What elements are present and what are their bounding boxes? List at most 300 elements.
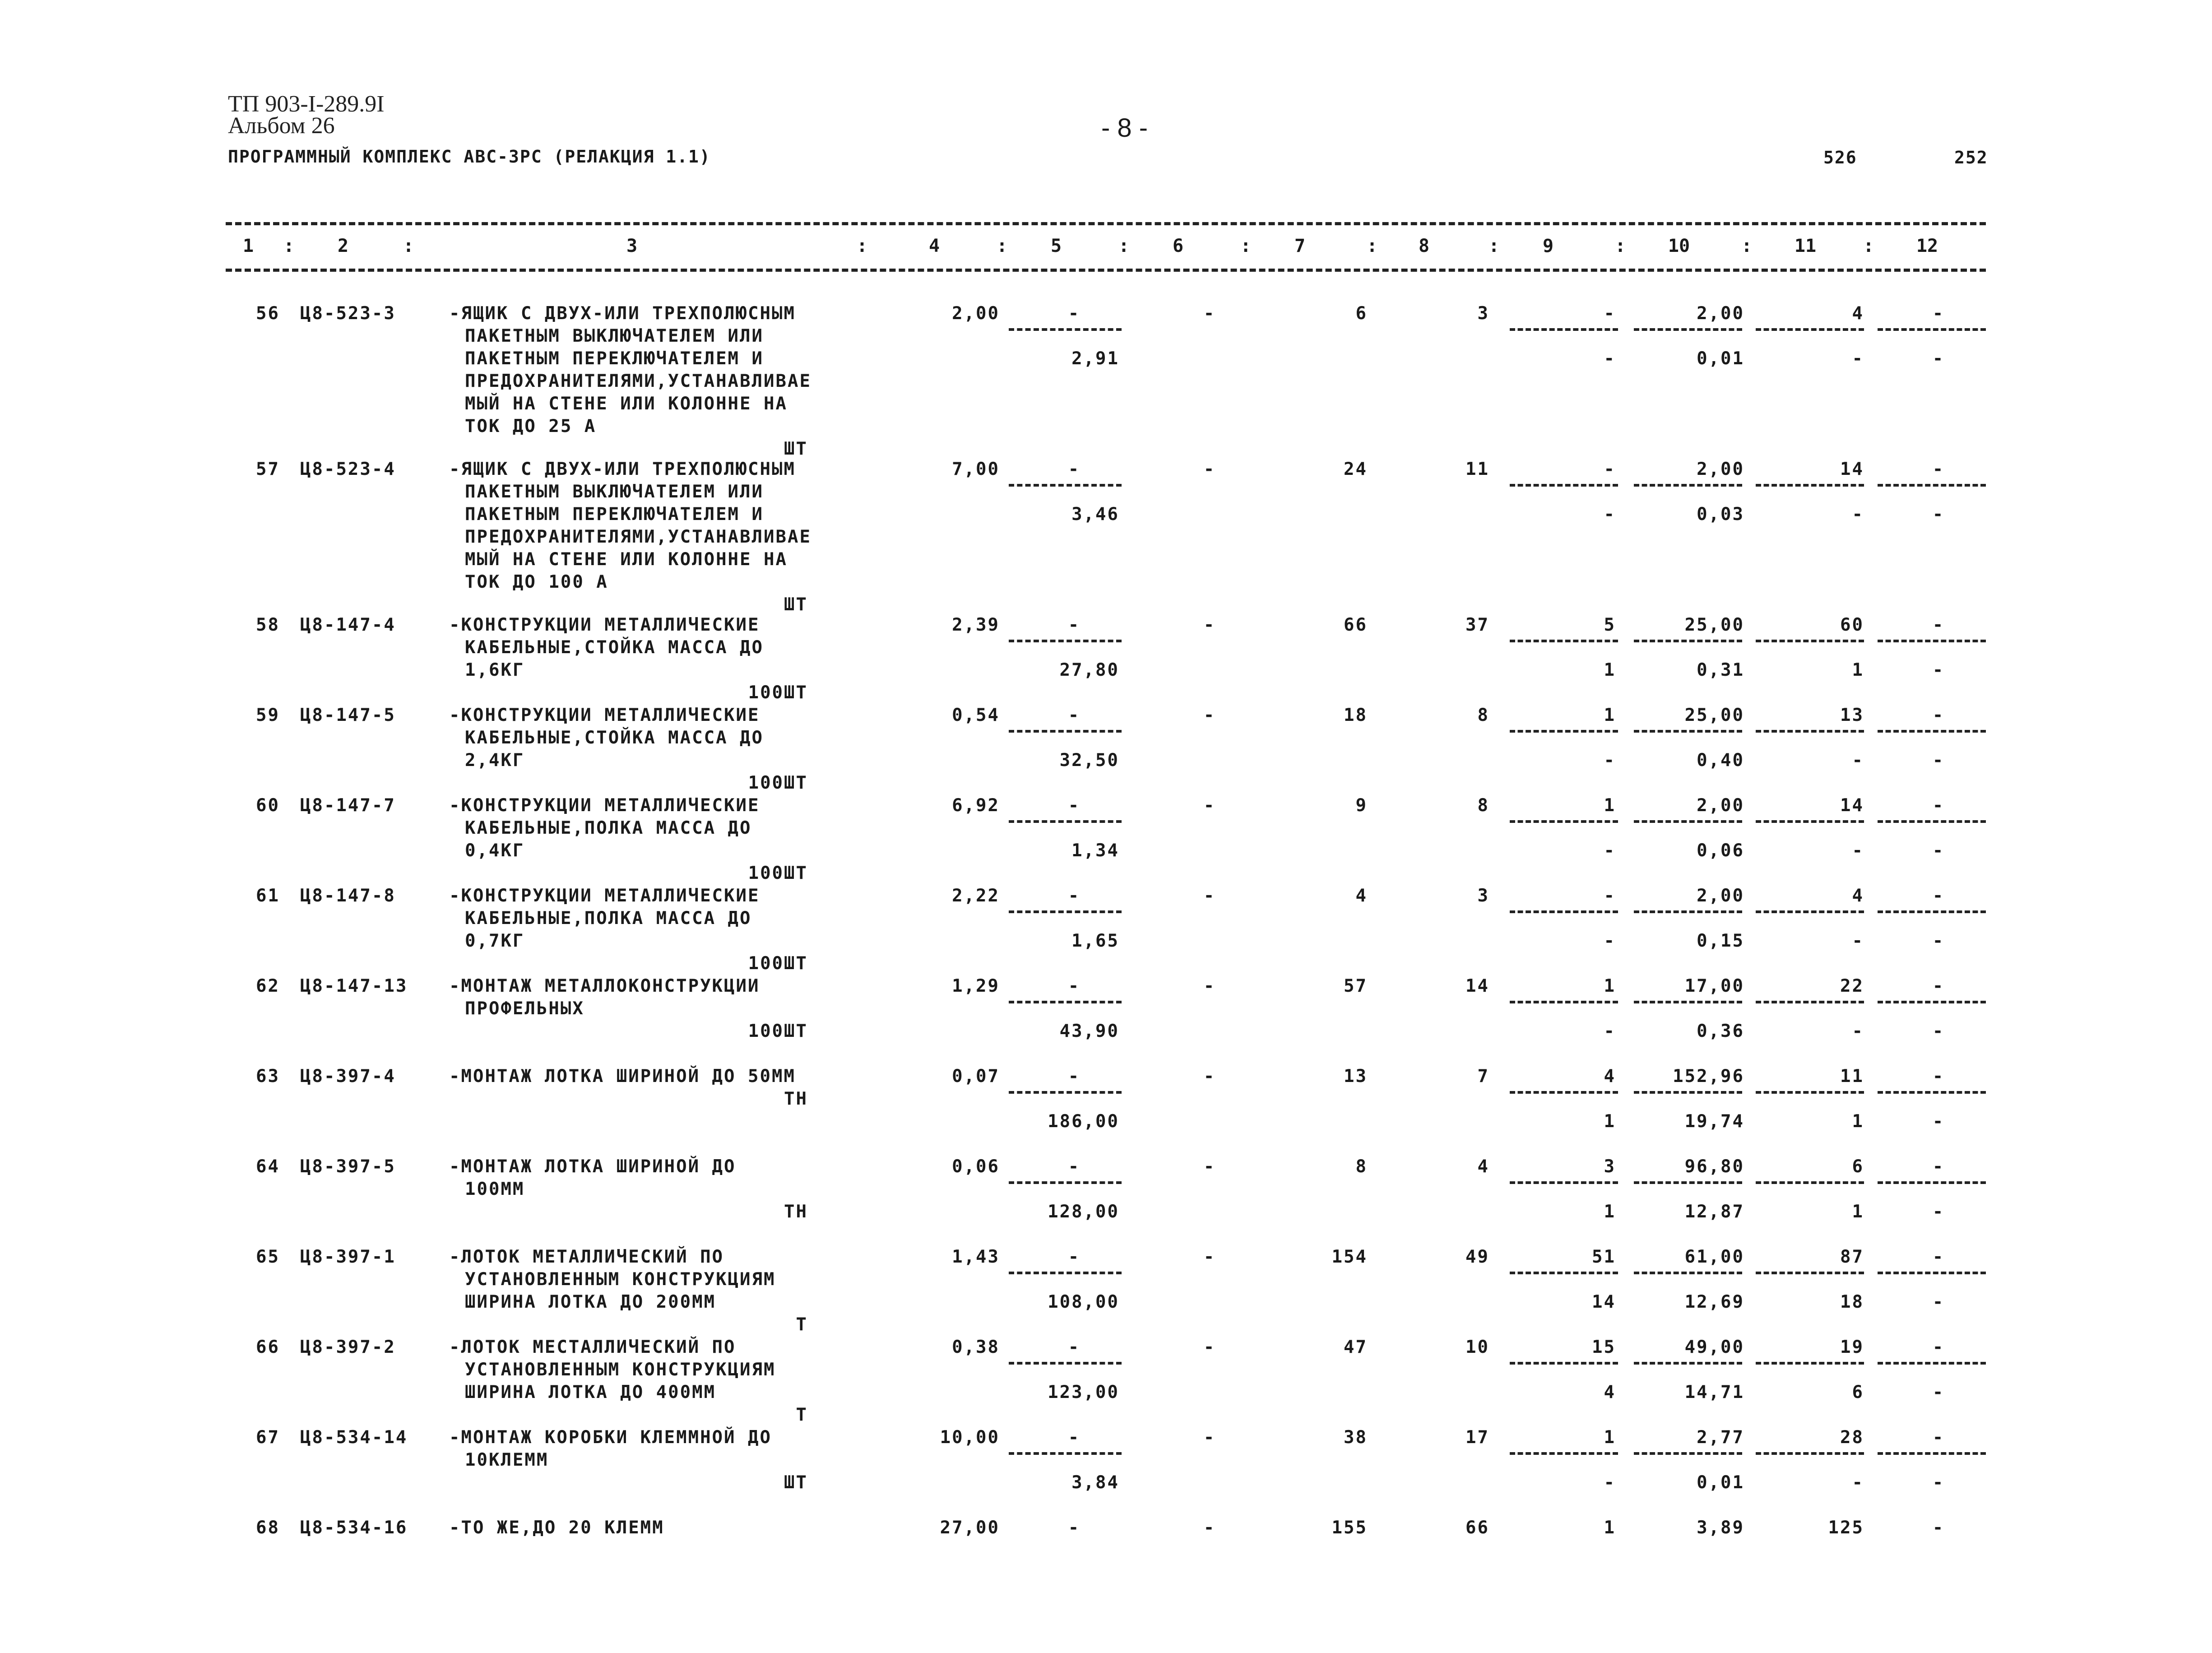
sheet-number-left: 526 — [1823, 148, 1857, 167]
cell-c9-lower: 1 — [1604, 1202, 1616, 1222]
cell-c5: - — [1068, 615, 1080, 635]
header-rule-bottom — [226, 269, 1986, 272]
cell-c10: 17,00 — [1684, 976, 1744, 996]
divider-col12 — [1878, 1091, 1986, 1094]
cell-c12-lower: - — [1932, 660, 1945, 680]
cell-c4: 0,07 — [952, 1066, 1000, 1087]
cell-c10: 152,96 — [1673, 1066, 1744, 1087]
cell-c5-lower: 2,91 — [1071, 348, 1119, 369]
cell-c7: 24 — [1344, 459, 1368, 479]
row-number: 58 — [256, 615, 280, 635]
cell-c6: - — [1203, 705, 1216, 725]
cell-c10-lower: 12,69 — [1684, 1292, 1744, 1312]
row-number: 65 — [256, 1247, 280, 1267]
row-number: 67 — [256, 1427, 280, 1448]
divider-col12 — [1878, 1181, 1986, 1184]
divider-col10 — [1634, 1091, 1742, 1094]
column-header-10: 10 — [1668, 236, 1690, 256]
cell-c11: 87 — [1840, 1247, 1864, 1267]
row-number: 59 — [256, 705, 280, 725]
cell-c11-lower: 18 — [1840, 1292, 1864, 1312]
cell-c11-lower: 1 — [1852, 1111, 1864, 1132]
cell-c10: 2,00 — [1697, 795, 1744, 816]
cell-c10: 2,77 — [1697, 1427, 1744, 1448]
column-separator: : — [283, 236, 295, 256]
cell-c8: 8 — [1477, 705, 1489, 725]
cell-c5: - — [1068, 705, 1080, 725]
cell-c5-lower: 3,46 — [1071, 504, 1119, 525]
divider-col5 — [1009, 1091, 1122, 1094]
divider-col9 — [1510, 1452, 1618, 1455]
cell-c11-lower: - — [1852, 348, 1864, 369]
cell-c8: 7 — [1477, 1066, 1489, 1087]
column-separator: : — [1488, 236, 1500, 256]
cell-c5-lower: 3,84 — [1071, 1472, 1119, 1493]
cell-c6: - — [1203, 886, 1216, 906]
row-description-line: -МОНТАЖ ЛОТКА ШИРИНОЙ ДО — [449, 1156, 736, 1177]
cell-c5-lower: 123,00 — [1048, 1382, 1119, 1402]
cell-c10-lower: 0,06 — [1697, 840, 1744, 861]
divider-col11 — [1756, 820, 1864, 823]
cell-c6: - — [1203, 1156, 1216, 1177]
cell-c11-lower: 6 — [1852, 1382, 1864, 1402]
cell-c10-lower: 0,31 — [1697, 660, 1744, 680]
cell-c12: - — [1932, 1156, 1945, 1177]
cell-c5-lower: 43,90 — [1059, 1021, 1119, 1041]
cell-c12: - — [1932, 1518, 1945, 1538]
cell-c6: - — [1203, 1247, 1216, 1267]
divider-col5 — [1009, 1181, 1122, 1184]
cell-c8: 4 — [1477, 1156, 1489, 1177]
cell-c11: 19 — [1840, 1337, 1864, 1357]
cell-c8: 3 — [1477, 886, 1489, 906]
divider-col5 — [1009, 1001, 1122, 1003]
row-code: Ц8-534-14 — [300, 1427, 408, 1448]
cell-c7: 6 — [1355, 303, 1368, 324]
cell-c12: - — [1932, 303, 1945, 324]
cell-c6: - — [1203, 1337, 1216, 1357]
row-description-line: -МОНТАЖ МЕТАЛЛОКОНСТРУКЦИИ — [449, 976, 760, 996]
row-number: 68 — [256, 1518, 280, 1538]
cell-c12: - — [1932, 705, 1945, 725]
row-number: 63 — [256, 1066, 280, 1087]
cell-c9-lower: - — [1604, 1021, 1616, 1041]
cell-c10: 96,80 — [1684, 1156, 1744, 1177]
cell-c10: 25,00 — [1684, 705, 1744, 725]
cell-c4: 2,39 — [952, 615, 1000, 635]
row-unit: ШТ — [784, 439, 808, 459]
cell-c4: 1,29 — [952, 976, 1000, 996]
divider-col10 — [1634, 1001, 1742, 1003]
cell-c10: 61,00 — [1684, 1247, 1744, 1267]
column-header-12: 12 — [1916, 236, 1938, 256]
divider-col9 — [1510, 1272, 1618, 1274]
cell-c6: - — [1203, 1427, 1216, 1448]
cell-c11-lower: - — [1852, 931, 1864, 951]
cell-c10: 49,00 — [1684, 1337, 1744, 1357]
cell-c12-lower: - — [1932, 931, 1945, 951]
row-description-line: 2,4КГ — [465, 750, 525, 771]
row-description-line: 0,7КГ — [465, 931, 525, 951]
divider-col5 — [1009, 910, 1122, 913]
cell-c12-lower: - — [1932, 504, 1945, 525]
cell-c5-lower: 1,34 — [1071, 840, 1119, 861]
cell-c11-lower: - — [1852, 1472, 1864, 1493]
cell-c8: 10 — [1465, 1337, 1489, 1357]
cell-c11: 125 — [1828, 1518, 1864, 1538]
divider-col11 — [1756, 1181, 1864, 1184]
cell-c9-lower: - — [1604, 504, 1616, 525]
cell-c5-lower: 108,00 — [1048, 1292, 1119, 1312]
cell-c11: 28 — [1840, 1427, 1864, 1448]
cell-c12-lower: - — [1932, 1382, 1945, 1402]
row-number: 66 — [256, 1337, 280, 1357]
divider-col9 — [1510, 328, 1618, 331]
column-header-2: 2 — [337, 236, 349, 256]
row-code: Ц8-523-3 — [300, 303, 396, 324]
divider-col9 — [1510, 1091, 1618, 1094]
column-separator: : — [1863, 236, 1874, 256]
cell-c12: - — [1932, 615, 1945, 635]
cell-c9: 1 — [1604, 1518, 1616, 1538]
cell-c9: 15 — [1592, 1337, 1616, 1357]
cell-c4: 10,00 — [940, 1427, 1000, 1448]
row-description-line: -ТО ЖЕ,ДО 20 КЛЕММ — [449, 1518, 664, 1538]
row-number: 57 — [256, 459, 280, 479]
cell-c8: 8 — [1477, 795, 1489, 816]
cell-c10-lower: 0,40 — [1697, 750, 1744, 771]
cell-c4: 0,38 — [952, 1337, 1000, 1357]
divider-col10 — [1634, 484, 1742, 487]
row-description-line: МЫЙ НА СТЕНЕ ИЛИ КОЛОННЕ НА — [465, 549, 788, 570]
column-header-8: 8 — [1418, 236, 1430, 256]
cell-c10-lower: 0,03 — [1697, 504, 1744, 525]
divider-col11 — [1756, 328, 1864, 331]
divider-col12 — [1878, 1452, 1986, 1455]
divider-col10 — [1634, 910, 1742, 913]
row-code: Ц8-397-5 — [300, 1156, 396, 1177]
program-title: ПРОГРАММНЫЙ КОМПЛЕКС АВС-3РС (РЕЛАКЦИЯ 1.1) — [228, 147, 711, 167]
cell-c6: - — [1203, 615, 1216, 635]
row-code: Ц8-397-4 — [300, 1066, 396, 1087]
row-description-line: ПРЕДОХРАНИТЕЛЯМИ,УСТАНАВЛИВАЕ — [465, 527, 812, 547]
cell-c11: 4 — [1852, 303, 1864, 324]
divider-col5 — [1009, 1272, 1122, 1274]
row-description-line: ПАКЕТНЫМ ПЕРЕКЛЮЧАТЕЛЕМ И — [465, 348, 764, 369]
divider-col12 — [1878, 730, 1986, 733]
row-description-line: -КОНСТРУКЦИИ МЕТАЛЛИЧЕСКИЕ — [449, 886, 760, 906]
column-separator: : — [996, 236, 1008, 256]
row-code: Ц8-534-16 — [300, 1518, 408, 1538]
cell-c11-lower: - — [1852, 504, 1864, 525]
header-rule-top — [226, 222, 1986, 225]
column-separator: : — [403, 236, 414, 256]
divider-col11 — [1756, 484, 1864, 487]
divider-col10 — [1634, 1181, 1742, 1184]
divider-col9 — [1510, 1001, 1618, 1003]
row-code: Ц8-147-8 — [300, 886, 396, 906]
cell-c5: - — [1068, 976, 1080, 996]
cell-c10-lower: 12,87 — [1684, 1202, 1744, 1222]
column-header-7: 7 — [1294, 236, 1306, 256]
row-description-line: -МОНТАЖ КОРОБКИ КЛЕММНОЙ ДО — [449, 1427, 772, 1448]
divider-col9 — [1510, 1181, 1618, 1184]
cell-c7: 154 — [1331, 1247, 1368, 1267]
divider-col5 — [1009, 820, 1122, 823]
cell-c9: 4 — [1604, 1066, 1616, 1087]
row-code: Ц8-147-4 — [300, 615, 396, 635]
cell-c7: 18 — [1344, 705, 1368, 725]
cell-c12: - — [1932, 1427, 1945, 1448]
cell-c5: - — [1068, 795, 1080, 816]
row-unit: ШТ — [784, 1472, 808, 1493]
cell-c8: 66 — [1465, 1518, 1489, 1538]
cell-c5-lower: 128,00 — [1048, 1202, 1119, 1222]
cell-c9: 1 — [1604, 976, 1616, 996]
cell-c5: - — [1068, 303, 1080, 324]
cell-c8: 3 — [1477, 303, 1489, 324]
row-code: Ц8-147-13 — [300, 976, 408, 996]
cell-c7: 4 — [1355, 886, 1368, 906]
row-code: Ц8-397-1 — [300, 1247, 396, 1267]
cell-c10-lower: 14,71 — [1684, 1382, 1744, 1402]
row-unit: ТН — [784, 1089, 808, 1109]
row-number: 60 — [256, 795, 280, 816]
cell-c9: 1 — [1604, 795, 1616, 816]
column-separator: : — [1614, 236, 1626, 256]
divider-col5 — [1009, 328, 1122, 331]
document-code: ТП 903-I-289.9I — [228, 91, 385, 117]
row-unit: 100ШТ — [748, 773, 808, 793]
divider-col11 — [1756, 730, 1864, 733]
divider-col9 — [1510, 820, 1618, 823]
cell-c11-lower: 1 — [1852, 660, 1864, 680]
divider-col12 — [1878, 1001, 1986, 1003]
row-description-line: ПРЕДОХРАНИТЕЛЯМИ,УСТАНАВЛИВАЕ — [465, 371, 812, 391]
divider-col11 — [1756, 1091, 1864, 1094]
cell-c6: - — [1203, 303, 1216, 324]
row-description-line: 10КЛЕММ — [465, 1450, 549, 1470]
row-description-line: КАБЕЛЬНЫЕ,ПОЛКА МАССА ДО — [465, 818, 752, 838]
cell-c12: - — [1932, 1066, 1945, 1087]
divider-col12 — [1878, 910, 1986, 913]
cell-c12: - — [1932, 886, 1945, 906]
cell-c10-lower: 0,36 — [1697, 1021, 1744, 1041]
row-description-line: ШИРИНА ЛОТКА ДО 200ММ — [465, 1292, 716, 1312]
cell-c8: 49 — [1465, 1247, 1489, 1267]
cell-c12: - — [1932, 1337, 1945, 1357]
divider-col12 — [1878, 640, 1986, 642]
row-description-line: КАБЕЛЬНЫЕ,СТОЙКА МАССА ДО — [465, 637, 764, 658]
cell-c11: 6 — [1852, 1156, 1864, 1177]
sheet-number-right: 252 — [1954, 148, 1988, 167]
divider-col5 — [1009, 484, 1122, 487]
cell-c9: 1 — [1604, 705, 1616, 725]
divider-col12 — [1878, 1362, 1986, 1365]
row-description-line: ТОК ДО 100 А — [465, 572, 608, 592]
row-description-line: -ЛОТОК МЕТАЛЛИЧЕСКИЙ ПО — [449, 1247, 724, 1267]
row-code: Ц8-147-5 — [300, 705, 396, 725]
cell-c7: 66 — [1344, 615, 1368, 635]
row-number: 62 — [256, 976, 280, 996]
cell-c11: 14 — [1840, 795, 1864, 816]
cell-c4: 27,00 — [940, 1518, 1000, 1538]
row-description-line: УСТАНОВЛЕННЫМ КОНСТРУКЦИЯМ — [465, 1269, 776, 1290]
divider-col10 — [1634, 328, 1742, 331]
cell-c12-lower: - — [1932, 1292, 1945, 1312]
cell-c5: - — [1068, 1066, 1080, 1087]
cell-c4: 2,00 — [952, 303, 1000, 324]
divider-col11 — [1756, 1362, 1864, 1365]
cell-c11: 4 — [1852, 886, 1864, 906]
cell-c10-lower: 0,01 — [1697, 1472, 1744, 1493]
cell-c5: - — [1068, 1247, 1080, 1267]
row-description-line: -КОНСТРУКЦИИ МЕТАЛЛИЧЕСКИЕ — [449, 705, 760, 725]
column-header-4: 4 — [928, 236, 940, 256]
cell-c4: 7,00 — [952, 459, 1000, 479]
cell-c7: 57 — [1344, 976, 1368, 996]
cell-c9-lower: 1 — [1604, 1111, 1616, 1132]
row-unit: Т — [796, 1314, 808, 1335]
cell-c5-lower: 1,65 — [1071, 931, 1119, 951]
cell-c8: 37 — [1465, 615, 1489, 635]
row-unit: Т — [796, 1405, 808, 1425]
divider-col12 — [1878, 820, 1986, 823]
cell-c12: - — [1932, 459, 1945, 479]
page-number: - 8 - — [1101, 113, 1148, 143]
cell-c4: 2,22 — [952, 886, 1000, 906]
cell-c6: - — [1203, 1518, 1216, 1538]
cell-c10-lower: 19,74 — [1684, 1111, 1744, 1132]
cell-c11: 14 — [1840, 459, 1864, 479]
row-description-line: 0,4КГ — [465, 840, 525, 861]
cell-c9-lower: 14 — [1592, 1292, 1616, 1312]
divider-col10 — [1634, 640, 1742, 642]
cell-c9: 3 — [1604, 1156, 1616, 1177]
row-description-line: ПАКЕТНЫМ ВЫКЛЮЧАТЕЛЕМ ИЛИ — [465, 326, 764, 346]
column-header-11: 11 — [1794, 236, 1817, 256]
column-separator: : — [1240, 236, 1252, 256]
cell-c4: 0,54 — [952, 705, 1000, 725]
cell-c12-lower: - — [1932, 1202, 1945, 1222]
divider-col12 — [1878, 1272, 1986, 1274]
divider-col5 — [1009, 1362, 1122, 1365]
row-description-line: ПРОФЕЛЬНЫХ — [465, 998, 584, 1019]
cell-c9: - — [1604, 303, 1616, 324]
cell-c11-lower: - — [1852, 1021, 1864, 1041]
cell-c9-lower: - — [1604, 348, 1616, 369]
row-description-line: 100ММ — [465, 1179, 525, 1199]
cell-c12-lower: - — [1932, 1111, 1945, 1132]
cell-c5-lower: 32,50 — [1059, 750, 1119, 771]
column-separator: : — [1366, 236, 1378, 256]
cell-c9: 51 — [1592, 1247, 1616, 1267]
album-label: Альбом 26 — [228, 113, 335, 139]
cell-c10: 25,00 — [1684, 615, 1744, 635]
column-separator: : — [1118, 236, 1130, 256]
cell-c12-lower: - — [1932, 348, 1945, 369]
column-header-6: 6 — [1172, 236, 1184, 256]
divider-col5 — [1009, 640, 1122, 642]
cell-c9: - — [1604, 459, 1616, 479]
cell-c5: - — [1068, 886, 1080, 906]
cell-c11: 11 — [1840, 1066, 1864, 1087]
cell-c7: 13 — [1344, 1066, 1368, 1087]
divider-col12 — [1878, 328, 1986, 331]
cell-c9-lower: 1 — [1604, 660, 1616, 680]
divider-col9 — [1510, 1362, 1618, 1365]
row-description-line: ШИРИНА ЛОТКА ДО 400ММ — [465, 1382, 716, 1402]
column-separator: : — [1741, 236, 1753, 256]
row-description-line: МЫЙ НА СТЕНЕ ИЛИ КОЛОННЕ НА — [465, 394, 788, 414]
cell-c4: 0,06 — [952, 1156, 1000, 1177]
cell-c9: 5 — [1604, 615, 1616, 635]
divider-col11 — [1756, 910, 1864, 913]
row-unit: ТН — [784, 1202, 808, 1222]
cell-c12-lower: - — [1932, 750, 1945, 771]
cell-c9: 1 — [1604, 1427, 1616, 1448]
cell-c10-lower: 0,01 — [1697, 348, 1744, 369]
row-number: 56 — [256, 303, 280, 324]
column-separator: : — [856, 236, 868, 256]
cell-c5: - — [1068, 1427, 1080, 1448]
cell-c5: - — [1068, 1518, 1080, 1538]
divider-col10 — [1634, 1452, 1742, 1455]
row-description-line: ТОК ДО 25 А — [465, 416, 597, 436]
cell-c10: 3,89 — [1697, 1518, 1744, 1538]
cell-c5: - — [1068, 1156, 1080, 1177]
row-description-line: КАБЕЛЬНЫЕ,СТОЙКА МАССА ДО — [465, 728, 764, 748]
cell-c7: 8 — [1355, 1156, 1368, 1177]
cell-c9-lower: 4 — [1604, 1382, 1616, 1402]
divider-col10 — [1634, 730, 1742, 733]
cell-c12: - — [1932, 976, 1945, 996]
cell-c8: 17 — [1465, 1427, 1489, 1448]
row-description-line: КАБЕЛЬНЫЕ,ПОЛКА МАССА ДО — [465, 908, 752, 929]
divider-col9 — [1510, 484, 1618, 487]
column-header-3: 3 — [626, 236, 638, 256]
divider-col9 — [1510, 640, 1618, 642]
cell-c10-lower: 0,15 — [1697, 931, 1744, 951]
row-description-line: -ЯЩИК С ДВУХ-ИЛИ ТРЕХПОЛЮСНЫМ — [449, 459, 796, 479]
row-code: Ц8-523-4 — [300, 459, 396, 479]
row-code: Ц8-397-2 — [300, 1337, 396, 1357]
cell-c11-lower: - — [1852, 840, 1864, 861]
cell-c8: 14 — [1465, 976, 1489, 996]
row-description-line: УСТАНОВЛЕННЫМ КОНСТРУКЦИЯМ — [465, 1360, 776, 1380]
cell-c9-lower: - — [1604, 1472, 1616, 1493]
cell-c11-lower: - — [1852, 750, 1864, 771]
cell-c4: 1,43 — [952, 1247, 1000, 1267]
divider-col9 — [1510, 910, 1618, 913]
row-unit: 100ШТ — [748, 1021, 808, 1041]
cell-c5-lower: 27,80 — [1059, 660, 1119, 680]
cell-c10: 2,00 — [1697, 303, 1744, 324]
divider-col10 — [1634, 1362, 1742, 1365]
row-description-line: -ЯЩИК С ДВУХ-ИЛИ ТРЕХПОЛЮСНЫМ — [449, 303, 796, 324]
cell-c12-lower: - — [1932, 1021, 1945, 1041]
row-number: 61 — [256, 886, 280, 906]
cell-c6: - — [1203, 976, 1216, 996]
row-code: Ц8-147-7 — [300, 795, 396, 816]
cell-c10: 2,00 — [1697, 886, 1744, 906]
cell-c11: 60 — [1840, 615, 1864, 635]
row-unit: 100ШТ — [748, 953, 808, 974]
row-description-line: -КОНСТРУКЦИИ МЕТАЛЛИЧЕСКИЕ — [449, 795, 760, 816]
cell-c4: 6,92 — [952, 795, 1000, 816]
cell-c10: 2,00 — [1697, 459, 1744, 479]
cell-c5: - — [1068, 1337, 1080, 1357]
